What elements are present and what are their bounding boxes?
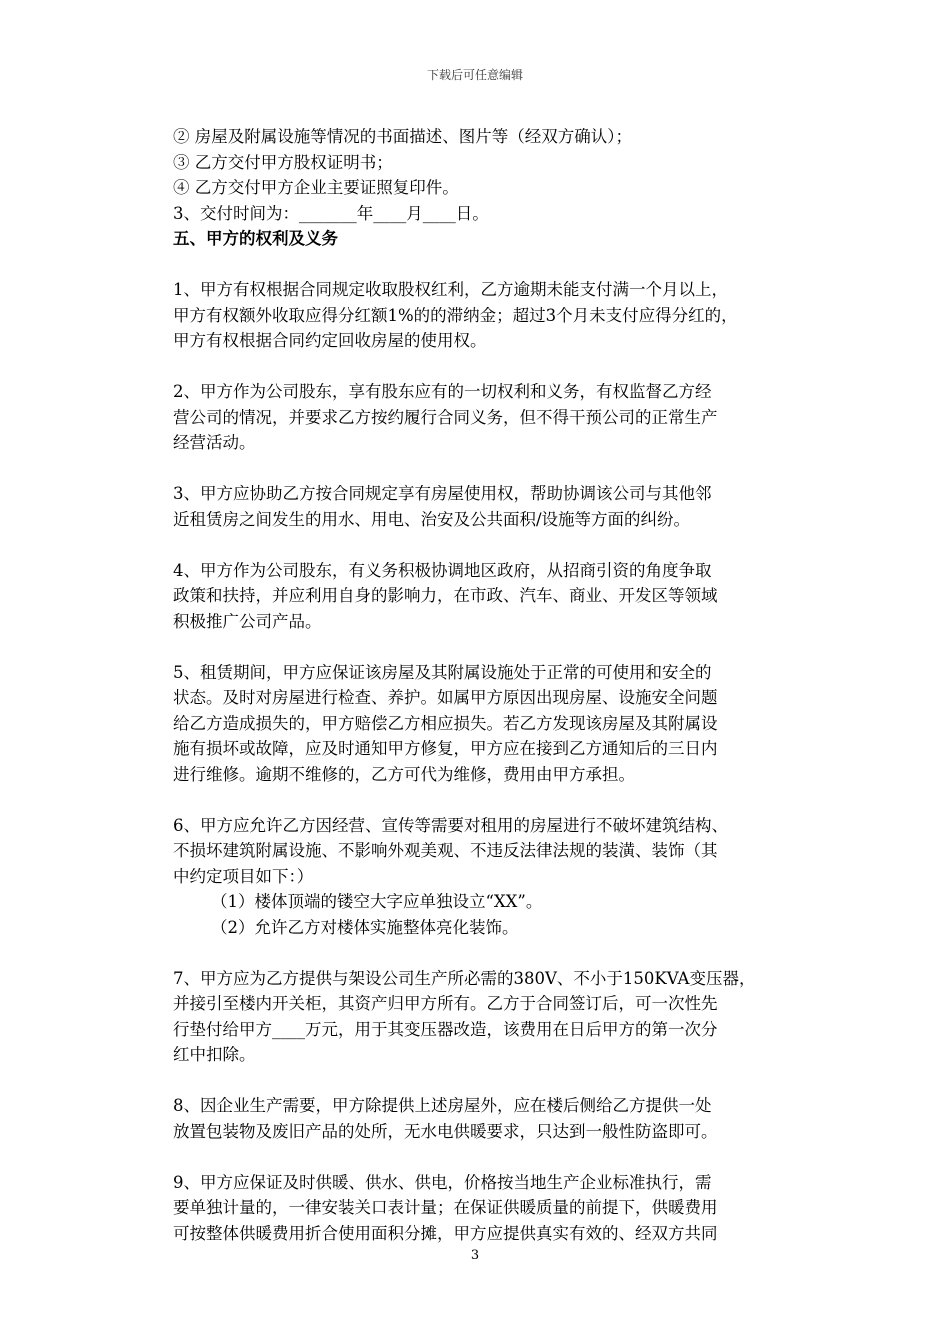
text-line: 积极推广公司产品。 — [173, 611, 322, 631]
blank-line — [173, 787, 813, 813]
text-line: 施有损坏或故障，应及时通知甲方修复，甲方应在接到乙方通知后的三日内 — [173, 739, 718, 758]
text-line: 6、甲方应允许乙方因经营、宣传等需要对租用的房屋进行不破坏建筑结构、 — [173, 815, 728, 835]
text-line: 4、甲方作为公司股东，有义务积极协调地区政府，从招商引资的角度争取 — [173, 560, 712, 580]
text-line: （2）允许乙方对楼体实施整体亮化装饰。 — [211, 917, 519, 937]
text-line: 给乙方造成损失的，甲方赔偿乙方相应损失。若乙方发现该房屋及其附属设 — [173, 713, 718, 733]
text-line: 状态。及时对房屋进行检查、养护。如属甲方原因出现房屋、设施安全问题 — [173, 688, 718, 707]
text-line: 营公司的情况，并要求乙方按约履行合同义务，但不得干预公司的正常生产 — [173, 407, 718, 427]
text-line: 3、交付时间为：_______年____月____日。 — [173, 203, 489, 223]
blank-line — [173, 532, 813, 558]
section-heading: 五、甲方的权利及义务 — [173, 229, 338, 248]
text-line: 不损坏建筑附属设施、不影响外观美观、不违反法律法规的装潢、装饰（其 — [173, 841, 718, 860]
blank-line — [173, 354, 813, 380]
page-header: 下载后可任意编辑 — [426, 68, 523, 82]
text-line: 近租赁房之间发生的用水、用电、治安及公共面积/设施等方面的纠纷。 — [173, 509, 691, 529]
text-line: 可按整体供暖费用折合使用面积分摊，甲方应提供真实有效的、经双方共同 — [173, 1223, 718, 1243]
text-line: ③ 乙方交付甲方股权证明书； — [173, 152, 393, 172]
text-line: 甲方有权根据合同约定回收房屋的使用权。 — [173, 331, 487, 350]
blank-line — [173, 634, 813, 660]
text-line: 政策和扶持，并应利用自身的影响力，在市政、汽车、商业、开发区等领域 — [173, 586, 718, 605]
text-line: 中约定项目如下：） — [173, 866, 314, 886]
page-number: 3 — [470, 1248, 480, 1263]
text-line: 要单独计量的，一律安装关口表计量；在保证供暖质量的前提下，供暖费用 — [173, 1198, 718, 1217]
document-body — [173, 124, 813, 1246]
text-line: 5、租赁期间，甲方应保证该房屋及其附属设施处于正常的可使用和安全的 — [173, 662, 712, 682]
blank-line — [173, 1068, 813, 1094]
blank-line — [173, 456, 813, 482]
text-line: （1）楼体顶端的镂空大字应单独设立“XX”。 — [211, 892, 543, 911]
blank-line — [173, 252, 813, 278]
text-line: 进行维修。逾期不维修的，乙方可代为维修，费用由甲方承担。 — [173, 764, 635, 784]
text-line: 行垫付给甲方____万元，用于其变压器改造，该费用在日后甲方的第一次分 — [173, 1019, 718, 1039]
text-line: 红中扣除。 — [173, 1045, 256, 1064]
text-line: ④ 乙方交付甲方企业主要证照复印件。 — [173, 178, 459, 197]
text-line: 甲方有权额外收取应得分红额1%的的滞纳金；超过3个月未支付应得分红的， — [173, 305, 738, 325]
text-line: 8、因企业生产需要，甲方除提供上述房屋外，应在楼后侧给乙方提供一处 — [173, 1096, 712, 1115]
blank-line — [173, 1144, 813, 1170]
text-line: 2、甲方作为公司股东，享有股东应有的一切权利和义务，有权监督乙方经 — [173, 382, 712, 401]
text-line: 放置包装物及废旧产品的处所，无水电供暖要求，只达到一般性防盗即可。 — [173, 1121, 718, 1141]
text-line: 3、甲方应协助乙方按合同规定享有房屋使用权，帮助协调该公司与其他邻 — [173, 484, 712, 503]
text-line: 1、甲方有权根据合同规定收取股权红利，乙方逾期未能支付满一个月以上， — [173, 280, 728, 299]
text-line: ② 房屋及附属设施等情况的书面描述、图片等（经双方确认）； — [173, 127, 632, 146]
text-line: 并接引至楼内开关柜，其资产归甲方所有。乙方于合同签订后，可一次性先 — [173, 994, 718, 1013]
text-line: 9、甲方应保证及时供暖、供水、供电，价格按当地生产企业标准执行，需 — [173, 1172, 712, 1192]
text-line: 7、甲方应为乙方提供与架设公司生产所必需的380V、不小于150KVA变压器， — [173, 968, 756, 988]
text-line: 经营活动。 — [173, 433, 256, 452]
blank-line — [173, 940, 813, 966]
